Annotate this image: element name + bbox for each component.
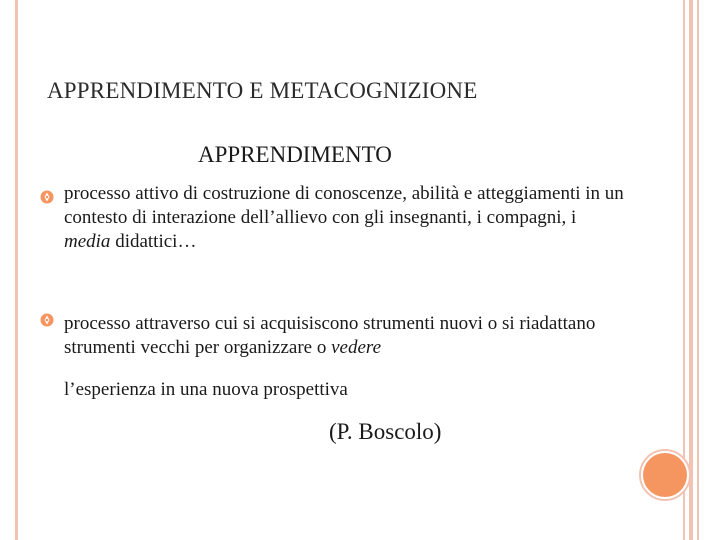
bullet-text-part: processo attivo di costruzione di conoscenze, abilità e atteggiamenti in un contesto di interazione dell’allievo con gli insegnanti, i compagni, i <box>64 183 624 228</box>
frame-line-right <box>689 0 693 540</box>
decorative-circle <box>643 453 687 497</box>
frame-line-left <box>15 0 18 540</box>
ornate-bullet-icon <box>40 190 54 204</box>
attribution: (P. Boscolo) <box>329 419 442 444</box>
bullet-text <box>64 312 644 360</box>
bullet-text-part: didattici… <box>110 231 197 252</box>
continuation-text: l’esperienza in una nuova prospettiva <box>64 379 348 400</box>
slide-title: APPRENDIMENTO E METACOGNIZIONE <box>47 78 478 103</box>
ornate-bullet-icon <box>40 313 54 327</box>
bullet-text-part: processo attraverso cui si acquisiscono strumenti nuovi o si riadattano strumenti vecchi per organizzare o <box>64 313 596 358</box>
section-heading: APPRENDIMENTO <box>198 142 392 167</box>
bullet-text-emphasis: vedere <box>331 337 382 358</box>
frame-line-right <box>697 0 699 540</box>
bullet-text-emphasis: media <box>64 231 111 252</box>
bullet-text <box>64 182 624 254</box>
